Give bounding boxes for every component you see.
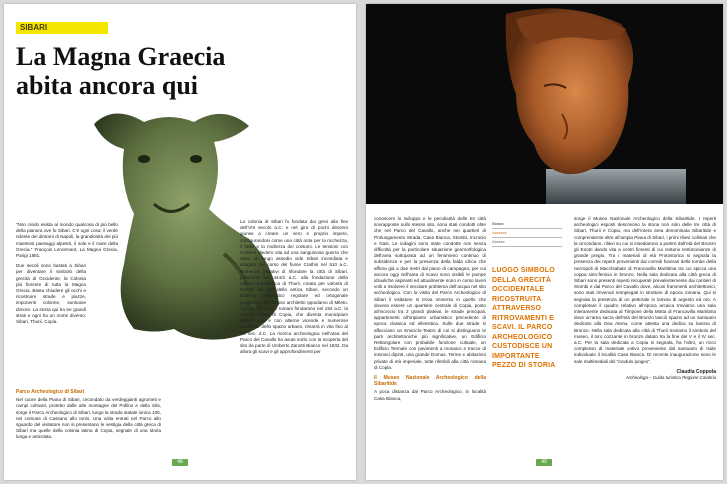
subhead-parco: Parco Archeologico di Sibari (16, 389, 85, 395)
section-tag: SIBARI (16, 22, 108, 34)
left-column-1 (16, 222, 118, 329)
excavation-paragraph: conoscere lo sviluppo e le peculiarità delle tre città sovrapposte sullo stesso sito, sono stati condotti oltre che nel Parco del Cavallo, anche nei quartieri di Prolungamento Strada, Casa Bianca, Stombi, Incrocio e Gasi. Le indagini sono state condotte non senza difficoltà per la particolare situazione geomorfologica dell’area sottoposta ad un fenomeno continuo di subsidenza e per la presenza della falda idrica che affiora già a due metri dal piano di campagna, per cui ancora oggi nell’area di scavo sono visibili le pompe idrauliche aspiranti ed attualmente sono in corso lavori volti a risolvere il secolare problema dell’acqua nel sito archeologico. Con la visita del Parco Archeologico di Sibari il visitatore si trova immerso in quello che doveva essere un quartiere centrale di Copia, posto all’incrocio tra 2 grandi plateiai, le strade principali, appartenenti all’impianto urbanistico precedente di epoca classica ed ellenistica. Sulle due strade si affacciano un Emiciclo-Teatro di cui si distinguono le parti architettoniche più significative, un Edificio Rettangolare con probabile funzione cultuale, un Edificio Termale con pavimenti a mosaico e tracce di intonaci dipinti, una grande Domus, Terme e abitazioni private di età imperiale, tutte riferibili alla città romana di Copia. (374, 216, 486, 370)
subhead-museo: Il Museo Nazionale Archeologico della Sibaritide (374, 375, 486, 388)
museo-intro-paragraph: A poca distanza dal Parco Archeologico, in località Casa Bianca, (374, 389, 486, 401)
history-paragraph: La colonia di Sibari fu fondata dai greci alla fine dell’VIII secolo a.C. e nel giro di pochi decenni giunse a creare un vero e proprio impero, configurandosi come una città nota per la ricchezza, il fasto e la mollezza dei costumi. Le tensioni con Crotone diedero vita ad una sanguinosa guerra che dopo un lungo assedio vide Sibari incendiata e allagata dal corso del fiume Crathis nel 510 a.C. Numerosi tentativi di rifondare la città di Sibari, portarono nel 444/3 a.C. alla fondazione della colonia panellenica di Thurii, creata per volontà di Pericle sul sito della antica Sibari, secondo un sistema urbanistico regolare ed ortogonale progettato dal famoso architetto Ippodamo di Mileto. Sul sito di Thurii i romani fondarono nel 193 a.C. la colonia latina di Copia, che diventa municipium nell’89 a.C. e con alterne vicende e numerose modifiche dello spazio urbano, rimarrà in vita fino al VII sec. d.C. La ricerca archeologica nell’area del Parco del Cavallo ha avuto inizio con la scoperta del sito da parte di Umberto Zanotti Bianco nel 1932. Da allora gli scavi e gli approfondimenti per (240, 219, 348, 355)
pull-quote: LUOGO SIMBOLO DELLA GRECITÀ OCCIDENTALE RICOSTRUITA ATTRAVERSO RITROVAMENTI E SCAVI. IL PARCO ARCHEOLOGICO CUSTODISCE UN IMPORTANTE PEZZO DI STORIA (492, 267, 556, 369)
caption-line-2: Xxxxxxx (492, 229, 562, 238)
museum-paragraph: sorge il Museo Nazionale Archeologico della Sibaritide. I reperti archeologici esposti descrivono la storia non solo delle tre città di Sibari, Thurii e Copia, ma dell’intera area denominata Sibaritide e comprendente oltre all’ampia Piana di Sibari, i primi rilievi collinari che la circondano, rilievi su cui si insediarono a partire dall’età del Bronzo gli Enotri dando vita a centri fiorenti di cui restano testimonianze di grande pregio. Tra i materiali di età Protostorica si segnala la presenza dei reperti provenienti dai corredi funerari delle tombe della necropoli di Macchiabate di Francavilla Marittima tra cui spicca una coppa sirio-fenicia in bronzo. Nella sala dedicata alla città greca di Sibari sono presenti reperti recuperati prevalentemente dai cantieri di Stombi e dal Parco del Cavallo dove, alcuni frammenti architettonici, sono stati rinvenuti reimpiegati in strutture di epoca romana. Qui si segnala la presenza di un pettorale in lamina di argento ed oro. A completare il quadro relativo all’epoca arcaica troviamo una sala interamente dedicata al Timpone della Motta di Francavilla Marittima dove un’area sacra dell’età del Bronzo lasciò spazio ad un santuario dedicato alla Dea Atena, come attesta una dedica su lamina di Bronzo. Nella sala dedicata alla città di Thurii troviamo il simbolo del museo, il toro cozzante in bronzo datato tra la fine del V e il IV sec. a.C. Per la sala dedicata a Copia si segnala, fra l’altro, un ricco complesso di materiale votivo proveniente dal santuario di Iside individuato il località Casa Bianca. Di recente inaugurazione sono le sale multimediali del “modulo ipogeo”. (574, 216, 716, 364)
right-column-1 (374, 216, 486, 406)
right-page (366, 4, 723, 480)
right-column-2 (574, 216, 716, 381)
left-page (4, 4, 356, 480)
caption-line-1: Xxxxx (492, 220, 562, 229)
intro-paragraph: Due secoli sono bastati a Sibari per diventare il simbolo della grecità di Occidente, la Colonia più fiorente di tutta la Magna Grecia. Basta chiudere gli occhi e ricostruire strade e piazze, imponenti colonne, sontuose dimore. La storia qui ha tre grandi strati e ogni ha un nome diverso: Sibari, Thurii, Copia. (16, 263, 86, 325)
author-signature: Claudia Coppola (676, 368, 716, 375)
quote-paragraph: “Non credo esista al mondo qualcosa di più bello della pianura ove fu Sibari. C’è ogni cosa: il verde ridente dei dintorni di Napoli, la grandiosità dei più maestosi paesaggi alpestri, il sole e il mare della Grecia.” François Lenormant, La Magna Grecia, Parigi 1881. (16, 222, 118, 259)
page-number-left: 48 (172, 459, 188, 466)
caption-line-3: Xxxxxx (492, 238, 562, 247)
left-column-2 (240, 219, 348, 359)
headline: La Magna Graecia abita ancora qui (16, 42, 226, 100)
left-column-1-lower (16, 386, 161, 445)
author-role: Archeologa – Guida turistica Regione Calabria (625, 375, 716, 381)
terracotta-head-photo (366, 4, 723, 204)
page-number-right: 49 (536, 459, 552, 466)
parco-paragraph: Nel cuore della Piana di Sibari, circondato da verdeggianti agrumeti e campi coltivati, protetto dalle alte montagne del Pollino e della Sila, sorge il Parco Archeologico di Sibari, lungo la strada statale ionica 106, nel comune di Cassano allo Ionio. Una volta entrati nel Parco allo sguardo del visitatore non si presentano le vestigia della città greca di Sibari ma quelle della colonia latina di Copia, segnale di una storia lunga e articolata. (16, 397, 161, 440)
photo-caption (492, 220, 562, 247)
